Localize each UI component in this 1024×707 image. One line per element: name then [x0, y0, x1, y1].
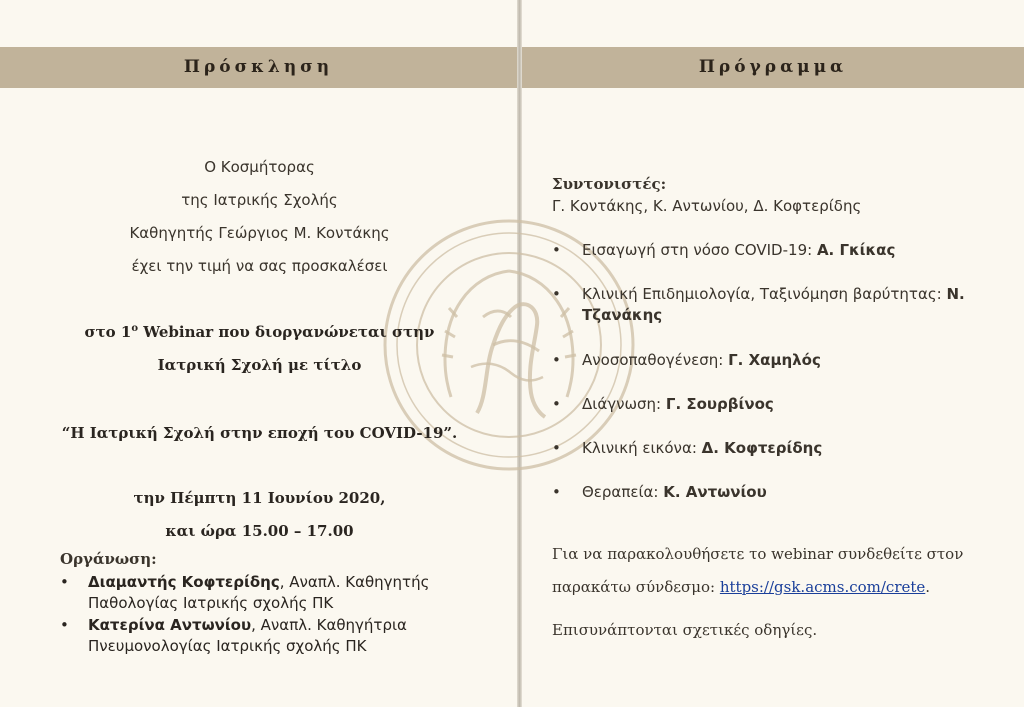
organizer-name: Κατερίνα Αντωνίου [88, 616, 252, 634]
webinar-line-2: Ιατρική Σχολή με τίτλο [157, 356, 362, 374]
coordinators-names: Γ. Κοντάκης, Κ. Αντωνίου, Δ. Κοφτερίδης [552, 197, 862, 215]
program-topic: Κλινική Επιδημιολογία, Ταξινόμηση βαρύτητας: [582, 285, 947, 303]
bullet: • [552, 395, 561, 413]
invitation-banner [0, 47, 517, 88]
program-banner [522, 47, 1024, 88]
organization-label: Οργάνωση: [60, 550, 157, 568]
organizer-department: Πνευμονολογίας Ιατρικής σχολής ΠΚ [88, 637, 367, 655]
program-speaker: Ν. Τζανάκης [582, 285, 965, 324]
program-item [552, 394, 1002, 416]
bullet: • [552, 241, 561, 259]
program-topic: Ανοσοπαθογένεση: [582, 351, 729, 369]
coordinators-label: Συντονιστές: [552, 175, 667, 193]
bullet: • [552, 439, 561, 457]
program-topic: Θεραπεία: [582, 483, 664, 501]
bullet: • [552, 285, 561, 303]
program-speaker: Κ. Αντωνίου [663, 483, 767, 501]
event-date: την Πέμπτη 11 Ιουνίου 2020, [133, 489, 386, 507]
intro-line-invite: έχει την τιμή να σας προσκαλέσει [131, 257, 388, 275]
program-heading: Πρόγραμμα [698, 57, 848, 77]
program-item [552, 350, 1002, 372]
program-item [552, 482, 1002, 504]
organizer-name: Διαμαντής Κοφτερίδης [88, 573, 280, 591]
webinar-line-1 [0, 323, 519, 341]
webinar-link[interactable]: https://gsk.acms.com/crete [719, 578, 926, 596]
program-speaker: Δ. Κοφτερίδης [701, 439, 823, 457]
intro-line-dean: Ο Κοσμήτορας [204, 158, 315, 176]
program-speaker: Α. Γκίκας [816, 241, 896, 259]
webinar-line-1-pre: στο 1 [84, 323, 132, 341]
intro-line-professor: Καθηγητής Γεώργιος Μ. Κοντάκης [129, 224, 390, 242]
program-item [552, 284, 1002, 328]
follow-link-suffix: . [925, 578, 931, 596]
program-item [552, 438, 1002, 460]
program-topic: Εισαγωγή στη νόσο COVID-19: [582, 241, 817, 259]
bullet: • [60, 616, 69, 634]
webinar-line-1-post: Webinar που διοργανώνεται στην [138, 323, 435, 341]
organizer-item [60, 615, 490, 657]
intro-line-school: της Ιατρικής Σχολής [181, 191, 338, 209]
follow-link-line [552, 578, 1012, 596]
follow-link-prefix: παρακάτω σύνδεσμο: [552, 578, 720, 596]
organizer-role: , Αναπλ. Καθηγητής [279, 573, 430, 591]
webinar-ordinal: ο [131, 323, 139, 334]
bullet: • [552, 483, 561, 501]
follow-instructions: Για να παρακολουθήσετε το webinar συνδεθείτε στον [552, 545, 964, 563]
bullet: • [60, 573, 69, 591]
program-topic: Διάγνωση: [582, 395, 666, 413]
organizer-department: Παθολογίας Ιατρικής σχολής ΠΚ [88, 594, 334, 612]
event-time: και ώρα 15.00 – 17.00 [165, 522, 354, 540]
organizer-item [60, 572, 490, 614]
webinar-title: “Η Ιατρική Σχολή στην εποχή του COVID-19”. [61, 424, 458, 442]
attachments-note: Επισυνάπτονται σχετικές οδηγίες. [552, 621, 818, 639]
program-topic: Κλινική εικόνα: [582, 439, 702, 457]
program-speaker: Γ. Χαμηλός [728, 351, 821, 369]
organizer-role: , Αναπλ. Καθηγήτρια [251, 616, 407, 634]
program-speaker: Γ. Σουρβίνος [665, 395, 774, 413]
invitation-heading: Πρόσκληση [183, 57, 334, 77]
program-item [552, 240, 1002, 262]
bullet: • [552, 351, 561, 369]
